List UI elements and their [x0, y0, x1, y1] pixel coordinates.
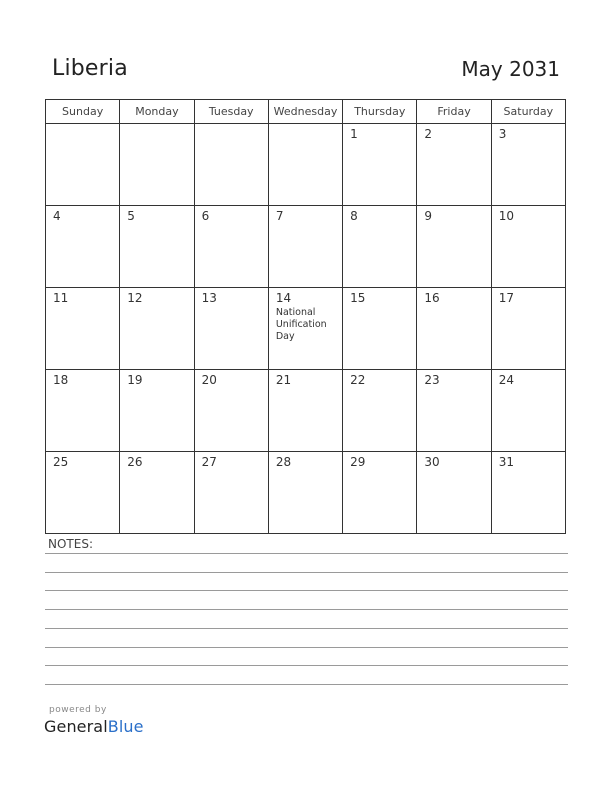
notes-label: NOTES: [48, 537, 93, 551]
day-number: 25 [53, 455, 69, 469]
day-cell [491, 370, 565, 452]
day-cell [343, 370, 417, 452]
day-cell [46, 288, 120, 370]
day-cell [268, 288, 342, 370]
day-number: 18 [53, 373, 69, 387]
day-cell [417, 452, 491, 534]
week-row [46, 206, 566, 288]
notes-line [45, 647, 568, 648]
day-number: 15 [350, 291, 366, 305]
weekday-header: Monday [120, 100, 194, 124]
weekday-header: Saturday [491, 100, 565, 124]
calendar-grid [45, 99, 566, 534]
day-cell [46, 370, 120, 452]
day-number: 19 [127, 373, 143, 387]
day-number: 30 [424, 455, 440, 469]
day-number: 12 [127, 291, 143, 305]
day-number: 24 [498, 373, 514, 387]
day-number: 13 [201, 291, 217, 305]
notes-line [45, 609, 568, 610]
day-cell [46, 124, 120, 206]
day-number: 23 [424, 373, 440, 387]
weekday-header: Sunday [46, 100, 120, 124]
notes-line [45, 572, 568, 573]
notes-line [45, 590, 568, 591]
notes-line [45, 665, 568, 666]
day-number: 14 [275, 291, 292, 305]
day-cell [194, 452, 268, 534]
brand-general-text: General [44, 717, 108, 736]
brand-blue-text: Blue [107, 717, 144, 736]
day-cell [491, 452, 565, 534]
week-row [46, 370, 566, 452]
day-cell [343, 288, 417, 370]
day-number: 20 [201, 373, 217, 387]
day-cell [194, 206, 268, 288]
day-number: 28 [275, 455, 292, 469]
day-cell [491, 124, 565, 206]
weekday-header: Wednesday [268, 100, 342, 124]
day-cell [46, 206, 120, 288]
day-number: 7 [275, 209, 284, 223]
day-cell [417, 206, 491, 288]
month-year-title: May 2031 [461, 57, 560, 81]
notes-line [45, 553, 568, 554]
day-cell [491, 206, 565, 288]
day-cell [120, 370, 194, 452]
day-number: 21 [275, 373, 292, 387]
day-cell [268, 370, 342, 452]
day-number: 8 [350, 209, 358, 223]
day-cell [194, 288, 268, 370]
day-cell [343, 124, 417, 206]
day-number: 11 [53, 291, 69, 305]
day-number: 2 [424, 127, 433, 141]
day-cell [194, 370, 268, 452]
day-number: 17 [498, 291, 514, 305]
country-title: Liberia [52, 56, 128, 81]
day-number: 29 [350, 455, 366, 469]
powered-by-text: powered by [49, 705, 107, 715]
day-number: 5 [127, 209, 135, 223]
day-cell [268, 124, 342, 206]
day-cell [417, 370, 491, 452]
day-cell [120, 452, 194, 534]
day-number: 31 [498, 455, 514, 469]
day-cell [120, 288, 194, 370]
day-number: 10 [498, 209, 514, 223]
week-row [46, 288, 566, 370]
day-cell [343, 206, 417, 288]
day-cell [46, 452, 120, 534]
weekday-header: Tuesday [194, 100, 268, 124]
day-cell [120, 206, 194, 288]
day-number: 3 [498, 127, 507, 141]
weekday-header: Friday [417, 100, 491, 124]
calendar-body [46, 124, 566, 534]
generalblue-logo [44, 717, 144, 736]
day-cell [268, 452, 342, 534]
day-cell [491, 288, 565, 370]
day-number: 6 [201, 209, 210, 223]
holiday-label: National Unification Day [275, 307, 327, 342]
weekday-header: Thursday [343, 100, 417, 124]
day-cell [417, 288, 491, 370]
week-row [46, 124, 566, 206]
day-cell [120, 124, 194, 206]
day-number: 9 [424, 209, 433, 223]
day-number: 26 [127, 455, 143, 469]
day-cell [194, 124, 268, 206]
notes-line [45, 684, 568, 685]
week-row [46, 452, 566, 534]
weekday-header-row [46, 100, 566, 124]
day-number: 1 [350, 127, 358, 141]
day-cell [343, 452, 417, 534]
day-number: 27 [201, 455, 217, 469]
day-number: 4 [53, 209, 61, 223]
day-cell [417, 124, 491, 206]
day-cell [268, 206, 342, 288]
day-number: 22 [350, 373, 366, 387]
notes-line [45, 628, 568, 629]
day-number: 16 [424, 291, 440, 305]
